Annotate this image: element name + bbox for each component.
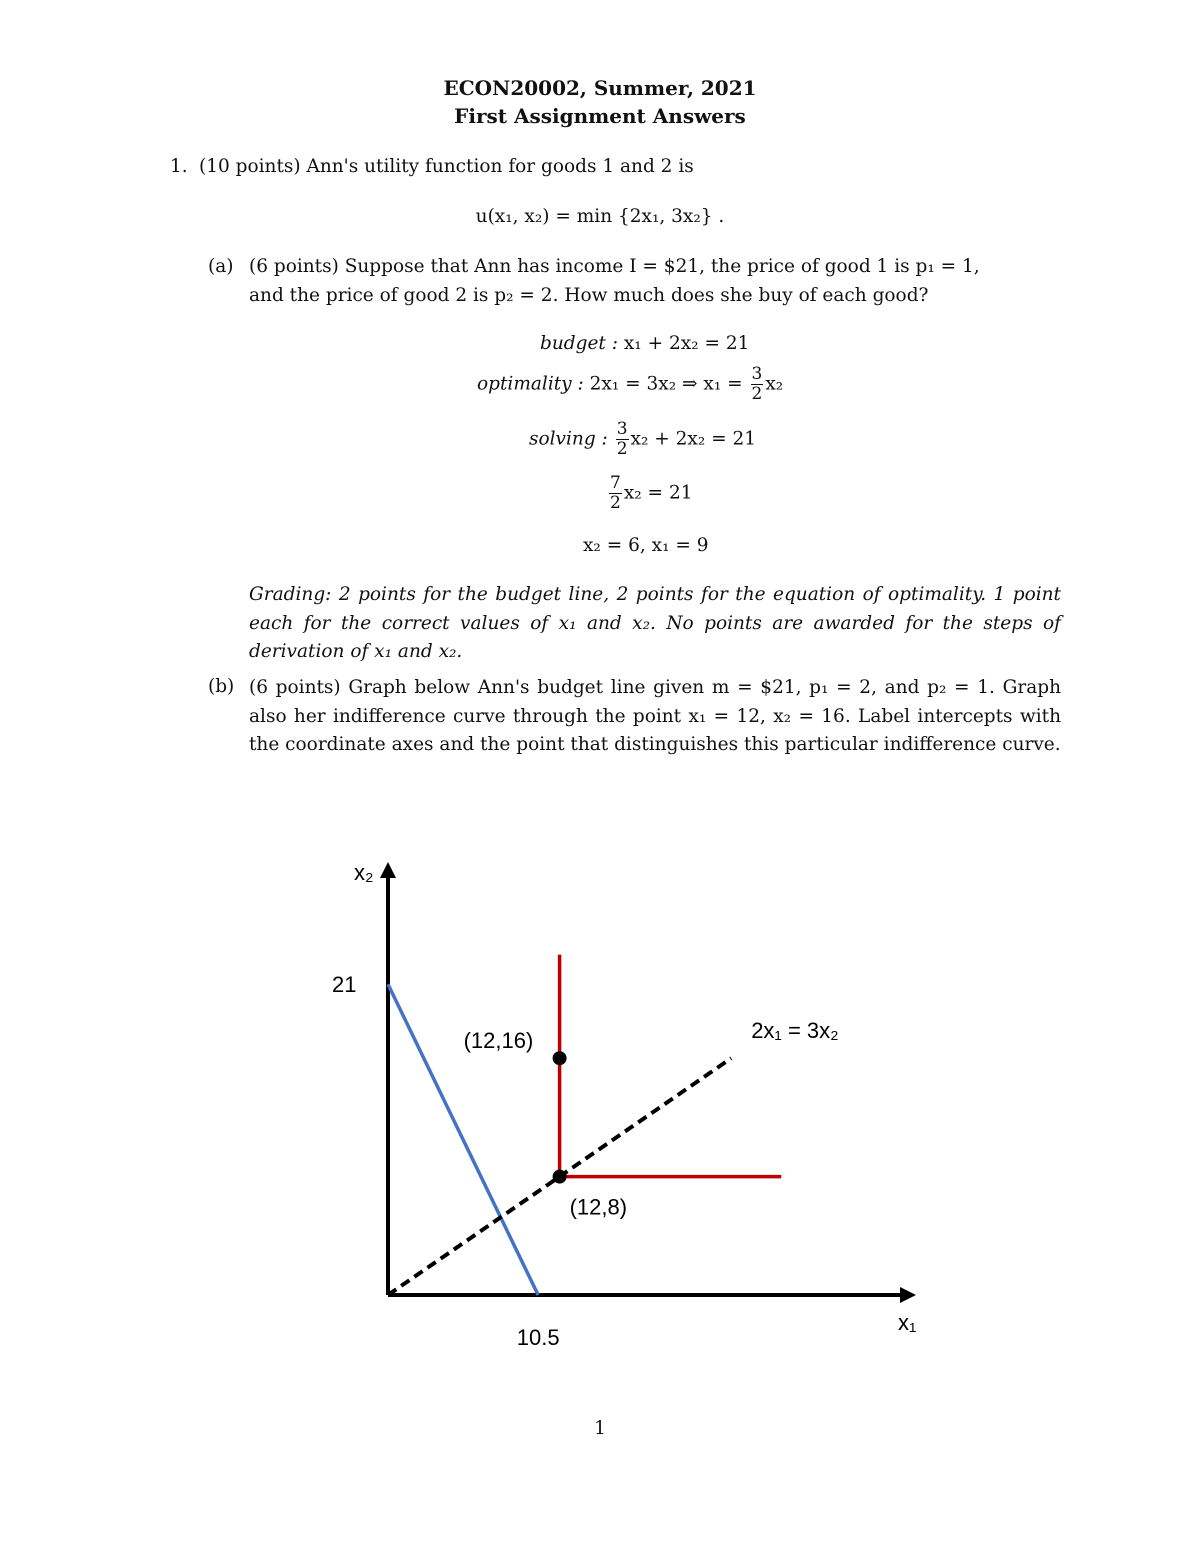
budget-indifference-chart — [0, 840, 1200, 1400]
y-axis-label: x₂ — [354, 860, 374, 885]
step-fraction — [609, 475, 622, 512]
result-equation: x₂ = 6, x₁ = 9 — [583, 535, 709, 556]
point-label: (12,16) — [463, 1028, 534, 1054]
document-subtitle: First Assignment Answers — [454, 104, 746, 128]
optimality-label: optimality : — [477, 373, 584, 395]
fraction-numerator: 7 — [610, 473, 621, 493]
indifference-curve — [560, 955, 782, 1177]
question-text: (10 points) Ann's utility function for goods 1 and 2 is — [199, 156, 694, 177]
part-b-marker: (b) — [208, 676, 235, 697]
optimality-ray-label: 2x₁ = 3x₂ — [751, 1018, 839, 1044]
budget-eq: x₁ + 2x₂ = 21 — [623, 333, 750, 354]
solving-tail: x₂ + 2x₂ = 21 — [630, 428, 757, 450]
grading-note: Grading: 2 points for the budget line, 2 points for the equation of optimality. 1 point each for the correct values of x₁ and x₂. No points are awarded for the steps of derivation of x₁ and x₂. — [249, 584, 1061, 662]
optimality-eq: 2x₁ = 3x₂ ⇒ x₁ = — [589, 373, 743, 395]
part-a-marker: (a) — [208, 256, 234, 277]
fraction-numerator: 3 — [616, 419, 628, 439]
fraction-denominator: 2 — [616, 439, 628, 459]
solving-label: solving : — [529, 428, 608, 450]
step-equation — [607, 475, 692, 512]
part-a-text-line1: (6 points) Suppose that Ann has income I = $21, the price of good 1 is p₁ = 1, — [249, 256, 980, 277]
utility-function: u(x₁, x₂) = min {2x₁, 3x₂} . — [475, 206, 725, 227]
budget-label: budget : — [540, 333, 618, 354]
point-marker — [553, 1051, 567, 1065]
question-number: 1. — [170, 156, 188, 177]
optimality-fraction — [751, 366, 764, 403]
solving-equation — [529, 421, 756, 458]
x-axis-label: x₁ — [898, 1310, 917, 1335]
point-label: (12,8) — [569, 1194, 628, 1220]
budget-equation — [540, 333, 749, 354]
optimality-equation — [477, 366, 783, 403]
solving-fraction — [616, 421, 629, 458]
x-tick-label: 10.5 — [516, 1325, 560, 1350]
point-marker — [553, 1170, 567, 1184]
y-tick-label: 21 — [332, 972, 357, 998]
optimality-tail: x₂ — [765, 373, 784, 395]
fraction-denominator: 2 — [751, 384, 763, 404]
fraction-numerator: 3 — [751, 364, 763, 384]
part-b-text: (6 points) Graph below Ann's budget line given m = $21, p₁ = 2, and p₂ = 1. Graph also her indifference curve through the point x₁ = 12, x₂ = 16. Label intercepts with the coordinate axes and the point that distinguishes this particular indifference curve. — [249, 677, 1061, 755]
part-a-text-line2: and the price of good 2 is p₂ = 2. How much does she buy of each good? — [249, 285, 929, 306]
step-tail: x₂ = 21 — [623, 482, 693, 504]
page-number: 1 — [594, 1418, 606, 1439]
fraction-denominator: 2 — [610, 493, 621, 513]
document-title: ECON20002, Summer, 2021 — [443, 76, 757, 100]
